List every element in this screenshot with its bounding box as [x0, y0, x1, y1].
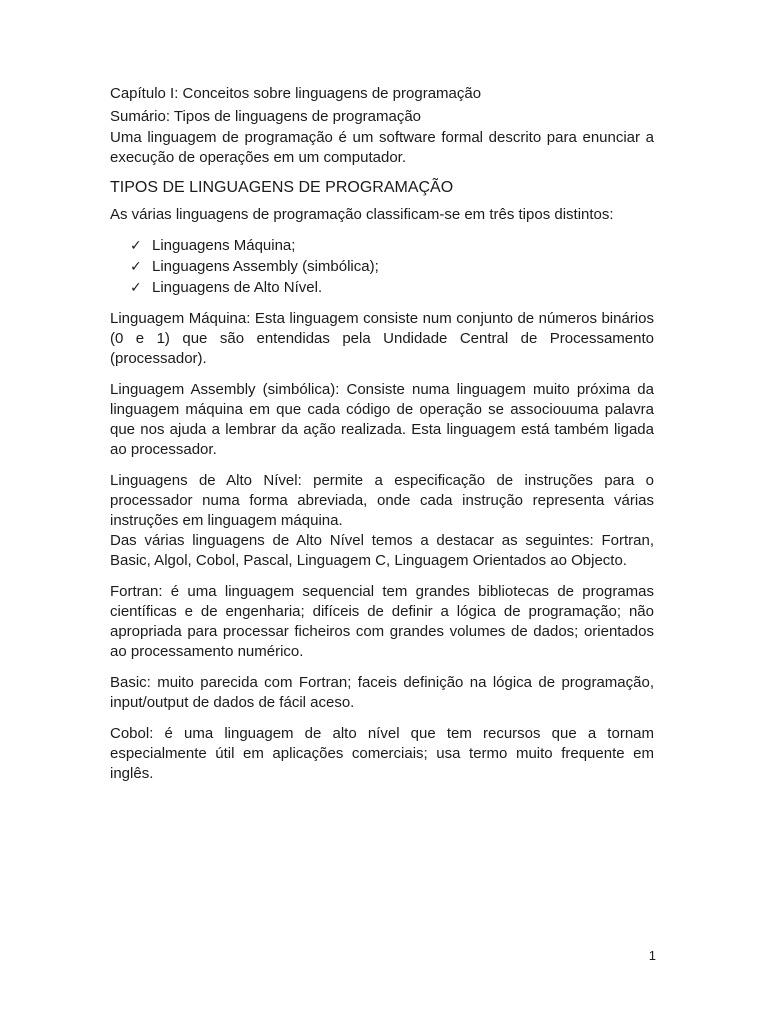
assembly-language-paragraph: Linguagem Assembly (simbólica): Consiste numa linguagem muito próxima da linguagem máquina em que cada código de operação se associouuma palavra que nos ajuda a lembrar da ação realizada. Esta linguagem está também ligada ao processador.: [110, 381, 654, 458]
document-content: [110, 82, 654, 784]
list-item-label: Linguagens Máquina;: [152, 237, 296, 254]
machine-language-paragraph: Linguagem Máquina: Esta linguagem consiste num conjunto de números binários (0 e 1) que são entendidas pela Undidade Central de Processamento (processador).: [110, 310, 654, 367]
high-level-paragraph: Linguagens de Alto Nível: permite a especificação de instruções para o processador numa forma abreviada, onde cada instrução representa várias instruções em linguagem máquina.: [110, 472, 654, 529]
chapter-title: Capítulo I: Conceitos sobre linguagens de programação: [110, 85, 482, 102]
list-item: [130, 235, 654, 256]
checkmark-icon: ✓: [130, 258, 142, 274]
checkmark-icon: ✓: [130, 237, 142, 253]
summary-line: Sumário: Tipos de linguagens de programação: [110, 108, 422, 125]
checkmark-icon: ✓: [130, 279, 142, 295]
lead-paragraph: As várias linguagens de programação classificam-se em três tipos distintos:: [110, 206, 614, 223]
basic-paragraph: Basic: muito parecida com Fortran; faceis definição na lógica de programação, input/output de dados de fácil aceso.: [110, 674, 654, 711]
list-item-label: Linguagens Assembly (simbólica);: [152, 258, 379, 275]
list-item: [130, 277, 654, 298]
section-title: TIPOS DE LINGUAGENS DE PROGRAMAÇÃO: [110, 179, 454, 196]
fortran-paragraph: Fortran: é uma linguagem sequencial tem grandes bibliotecas de programas científicas e de engenharia; difíceis de definir a lógica de programação; não apropriada para processar ficheiros com grandes volumes de dados; orientados ao processamento numérico.: [110, 583, 654, 660]
cobol-paragraph: Cobol: é uma linguagem de alto nível que tem recursos que a tornam especialmente útil em aplicações comerciais; usa termo muito frequente em inglês.: [110, 725, 654, 782]
high-level-list-paragraph: Das várias linguagens de Alto Nível temos a destacar as seguintes: Fortran, Basic, Algol, Cobol, Pascal, Linguagem C, Linguagem Orientados ao Objecto.: [110, 532, 654, 569]
list-item: [130, 256, 654, 277]
intro-paragraph: Uma linguagem de programação é um software formal descrito para enunciar a execução de operações em um computador.: [110, 129, 654, 166]
language-types-list: [110, 235, 654, 298]
page-number: 1: [648, 948, 656, 963]
list-item-label: Linguagens de Alto Nível.: [152, 279, 323, 296]
